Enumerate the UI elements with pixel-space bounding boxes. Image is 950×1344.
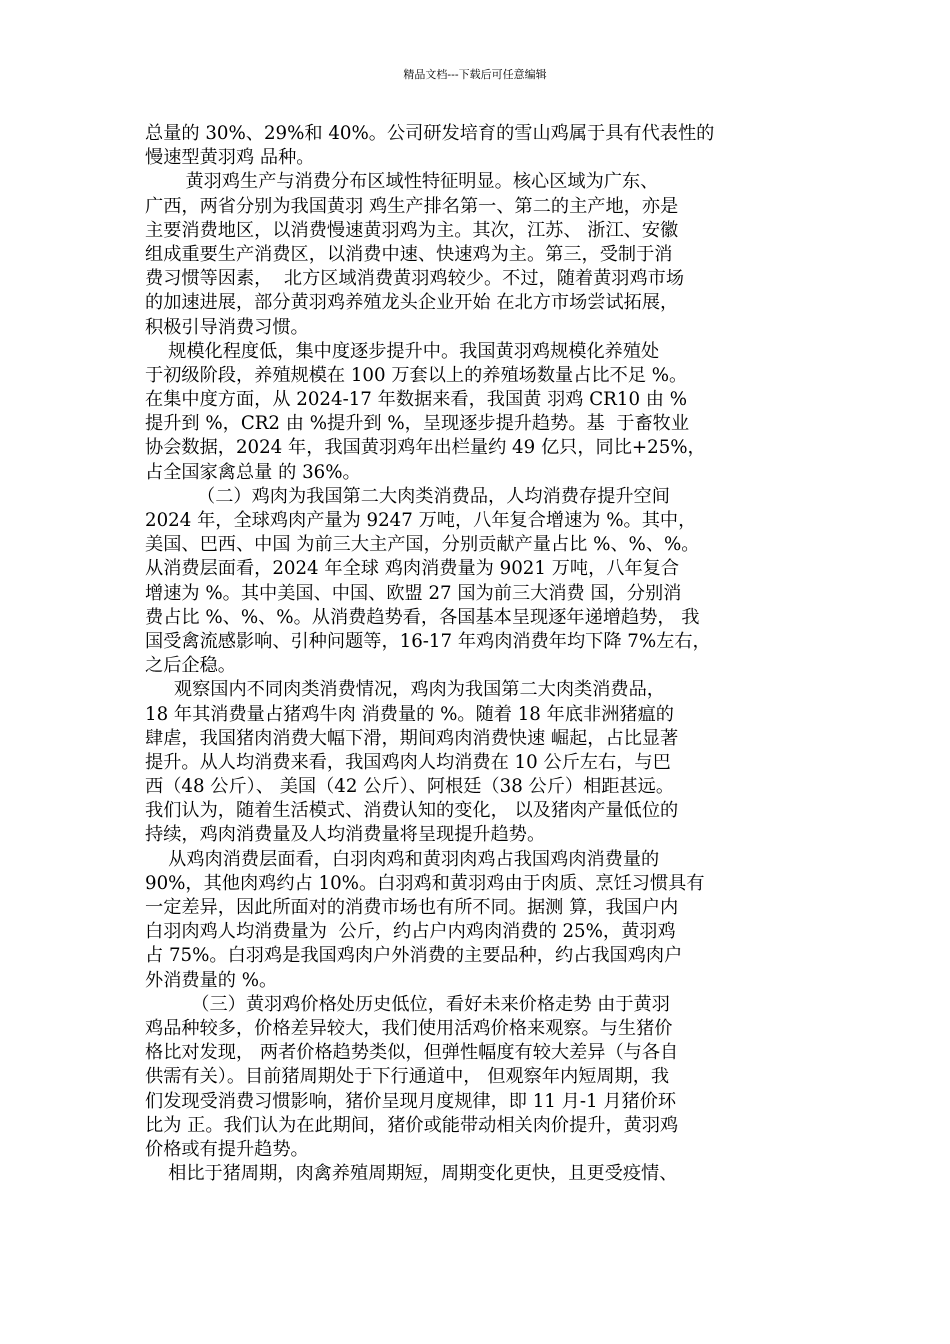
text-line: 提升到 %，CR2 由 %提升到 %，呈现逐步提升趋势。基 于畜牧业 [145,413,690,435]
text-line: 从消费层面看，2024 年全球 鸡肉消费量为 9021 万吨，八年复合 [145,558,680,580]
text-line: （二）鸡肉为我国第二大肉类消费品，人均消费存提升空间 [145,485,670,507]
text-line: 相比于猪周期，肉禽养殖周期短，周期变化更快，且更受疫情、 [145,1163,678,1185]
text-line: 费习惯等因素， 北方区域消费黄羽鸡较少。不过，随着黄羽鸡市场 [145,268,685,290]
text-line: 从鸡肉消费层面看，白羽肉鸡和黄羽肉鸡占我国鸡肉消费量的 [145,848,660,870]
text-line: 90%，其他肉鸡约占 10%。白羽鸡和黄羽鸡由于肉质、烹饪习惯具有 [145,872,705,894]
text-line: 黄羽鸡生产与消费分布区域性特征明显。核心区域为广东、 [145,171,659,193]
text-line: 广西，两省分别为我国黄羽 鸡生产排名第一、第二的主产地，亦是 [145,195,679,217]
text-line: （三）黄羽鸡价格处历史低位，看好未来价格走势 由于黄羽 [145,993,670,1015]
text-line: 白羽肉鸡人均消费量为 公斤，约占户内鸡肉消费的 25%，黄羽鸡 [145,921,676,943]
document-body [145,122,817,1186]
text-line: 组成重要生产消费区，以消费中速、快速鸡为主。第三，受制于消 [145,243,673,265]
text-line: 提升。从人均消费来看，我国鸡肉人均消费在 10 公斤左右，与巴 [145,751,671,773]
text-line: 比为 正。我们认为在此期间，猪价或能带动相关肉价提升，黄羽鸡 [145,1114,679,1136]
text-line: 肆虐，我国猪肉消费大幅下滑，期间鸡肉消费快速 崛起，占比显著 [145,727,679,749]
text-line: 我们认为，随着生活模式、消费认知的变化， 以及猪肉产量低位的 [145,800,679,822]
text-line: 之后企稳。 [145,655,236,677]
text-line: 外消费量的 %。 [145,969,278,991]
text-line: 持续，鸡肉消费量及人均消费量将呈现提升趋势。 [145,824,546,846]
text-line: 于初级阶段，养殖规模在 100 万套以上的养殖场数量占比不足 %。 [145,364,688,386]
text-line: 国受禽流感影响、引种问题等，16-17 年鸡肉消费年均下降 7%左右， [145,630,711,652]
text-line: 协会数据，2024 年，我国黄羽鸡年出栏量约 49 亿只，同比+25%， [145,437,706,459]
text-line: 慢速型黄羽鸡 品种。 [145,147,315,169]
text-line: 积极引导消费习惯。 [145,316,309,338]
text-line: 鸡品种较多，价格差异较大，我们使用活鸡价格来观察。与生猪价 [145,1017,673,1039]
text-line: 一定差异，因此所面对的消费市场也有所不同。据测 算，我国户内 [145,897,679,918]
text-line: 规模化程度低，集中度逐步提升中。我国黄羽鸡规模化养殖处 [145,340,660,362]
text-line: 总量的 30%、29%和 40%。公司研发培育的雪山鸡属于具有代表性的 [145,123,715,144]
text-line: 占 75%。白羽鸡是我国鸡肉户外消费的主要品种，约占我国鸡肉户 [145,945,683,967]
text-line: 格比对发现， 两者价格趋势类似，但弹性幅度有较大差异（与各自 [145,1042,679,1064]
text-line: 占全国家禽总量 的 36%。 [145,461,361,483]
text-line: 美国、巴西、中国 为前三大主产国，分别贡献产量占比 %、%、%。 [145,534,700,556]
page-header: 精品文档---下载后可任意编辑 [403,68,547,81]
text-line: 费占比 %、%、%。从消费趋势看，各国基本呈现逐年递增趋势， 我 [145,606,700,628]
text-line: 的加速进展，部分黄羽鸡养殖龙头企业开始 在北方市场尝试拓展， [145,292,679,314]
text-line: 价格或有提升趋势。 [145,1138,309,1160]
text-line: 观察国内不同肉类消费情况，鸡肉为我国第二大肉类消费品， [145,679,665,701]
text-line: 供需有关）。目前猪周期处于下行通道中， 但观察年内短周期，我 [145,1066,670,1088]
text-line: 在集中度方面，从 2024-17 年数据来看，我国黄 羽鸡 CR10 由 % [145,389,688,411]
text-line: 主要消费地区，以消费慢速黄羽鸡为主。其次，江苏、 浙江、安徽 [145,219,679,241]
text-line: 18 年其消费量占猪鸡牛肉 消费量的 %。随着 18 年底非洲猪瘟的 [145,703,674,725]
text-line: 增速为 %。其中美国、中国、欧盟 27 国为前三大消费 国，分别消 [145,582,682,604]
text-line: 们发现受消费习惯影响，猪价呈现月度规律，即 11 月-1 月猪价环 [145,1090,677,1112]
text-line: 西（48 公斤）、 美国（42 公斤）、阿根廷（38 公斤）相距甚远。 [145,776,675,798]
text-line: 2024 年，全球鸡肉产量为 9247 万吨，八年复合增速为 %。其中， [145,510,697,531]
